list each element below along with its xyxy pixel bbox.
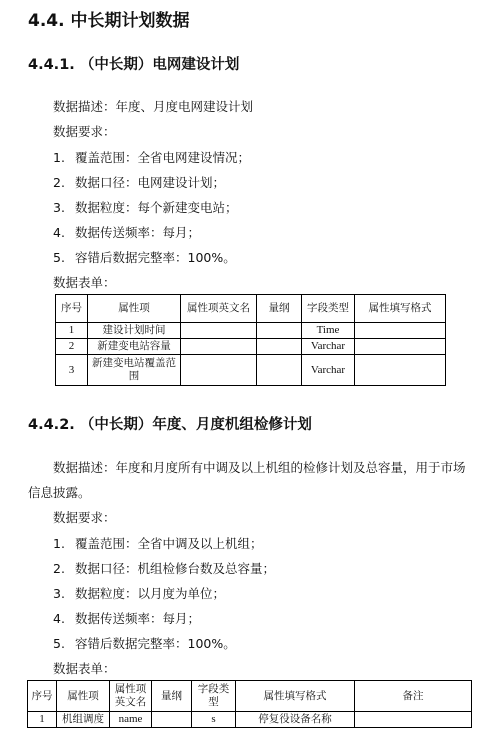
requirement-text: 覆盖范围：全省电网建设情况；	[75, 150, 251, 165]
requirement-text: 数据传送频率：每月；	[75, 225, 201, 240]
requirement-text: 容错后数据完整率：100%。	[75, 250, 236, 265]
table-header: 属性项英文名	[181, 295, 257, 323]
table-cell: 新建变电站容量	[88, 339, 181, 355]
table-cell: 1	[56, 323, 88, 339]
table-header: 备注	[355, 681, 472, 712]
requirement-number: 3.	[53, 200, 65, 215]
requirement-number: 1.	[53, 150, 65, 165]
table-header: 属性填写格式	[355, 295, 446, 323]
requirement-number: 3.	[53, 586, 65, 601]
requirement-number: 2.	[53, 175, 65, 190]
table-row	[56, 323, 446, 339]
data-table-unit-maintenance	[27, 680, 472, 728]
requirement-number: 5.	[53, 636, 65, 651]
requirement-item	[53, 248, 236, 266]
subsection-title-unit-maintenance: 4.4.2. （中长期）年度、月度机组检修计划	[28, 417, 312, 433]
table-header: 字段类型	[192, 681, 236, 712]
table-cell: 停复役设备名称	[236, 712, 355, 728]
subsection-title-grid-construction: 4.4.1. （中长期）电网建设计划	[28, 57, 240, 73]
table-row	[56, 339, 446, 355]
requirement-text: 容错后数据完整率：100%。	[75, 636, 236, 651]
requirement-number: 2.	[53, 561, 65, 576]
table-header: 属性填写格式	[236, 681, 355, 712]
table-cell: 建设计划时间	[88, 323, 181, 339]
requirement-item	[53, 584, 225, 602]
data-description-continued: 信息披露。	[28, 485, 91, 500]
table-cell: s	[192, 712, 236, 728]
table-cell	[181, 339, 257, 355]
table-cell	[152, 712, 192, 728]
requirement-text: 数据传送频率：每月；	[75, 611, 201, 626]
requirement-item	[53, 148, 250, 166]
requirement-item	[53, 609, 200, 627]
data-table-label: 数据表单：	[53, 275, 116, 290]
section-title: 4.4. 中长期计划数据	[28, 11, 190, 31]
table-cell: 2	[56, 339, 88, 355]
table-cell: name	[110, 712, 152, 728]
table-cell: Time	[302, 323, 355, 339]
requirement-text: 数据粒度：每个新建变电站；	[75, 200, 238, 215]
table-cell	[257, 323, 302, 339]
data-requirements-label: 数据要求：	[53, 510, 116, 525]
table-header: 量纲	[257, 295, 302, 323]
table-cell: 机组调度	[57, 712, 110, 728]
requirement-text: 覆盖范围：全省中调及以上机组；	[75, 536, 263, 551]
table-cell: 1	[28, 712, 57, 728]
requirement-item	[53, 223, 200, 241]
table-cell	[181, 323, 257, 339]
table-header: 属性项英文名	[110, 681, 152, 712]
table-cell: 新建变电站覆盖范围	[88, 355, 181, 386]
table-cell: Varchar	[302, 355, 355, 386]
table-header: 属性项	[88, 295, 181, 323]
requirement-item	[53, 173, 225, 191]
table-header: 量纲	[152, 681, 192, 712]
requirement-number: 4.	[53, 225, 65, 240]
table-cell: Varchar	[302, 339, 355, 355]
table-row	[28, 712, 472, 728]
data-description: 数据描述：年度、月度电网建设计划	[53, 99, 254, 114]
table-row	[56, 355, 446, 386]
table-header-row	[56, 295, 446, 323]
table-cell	[181, 355, 257, 386]
table-cell	[257, 339, 302, 355]
requirement-item	[53, 198, 238, 216]
table-header: 属性项	[57, 681, 110, 712]
data-table-grid-construction	[55, 294, 446, 386]
table-cell	[355, 323, 446, 339]
table-cell: 3	[56, 355, 88, 386]
requirement-item	[53, 534, 263, 552]
data-requirements-label: 数据要求：	[53, 124, 116, 139]
table-header: 序号	[56, 295, 88, 323]
table-header: 序号	[28, 681, 57, 712]
table-cell	[355, 355, 446, 386]
table-header-row	[28, 681, 472, 712]
requirement-number: 5.	[53, 250, 65, 265]
table-cell	[257, 355, 302, 386]
requirement-number: 1.	[53, 536, 65, 551]
table-cell	[355, 712, 472, 728]
table-cell	[355, 339, 446, 355]
requirement-text: 数据粒度：以月度为单位；	[75, 586, 226, 601]
requirement-item	[53, 634, 236, 652]
table-header: 字段类型	[302, 295, 355, 323]
data-table-label: 数据表单：	[53, 661, 116, 676]
requirement-item	[53, 559, 275, 577]
data-description: 数据描述：年度和月度所有中调及以上机组的检修计划及总容量，用于市场	[53, 460, 466, 475]
requirement-text: 数据口径：电网建设计划；	[75, 175, 226, 190]
requirement-number: 4.	[53, 611, 65, 626]
requirement-text: 数据口径：机组检修台数及总容量；	[75, 561, 276, 576]
